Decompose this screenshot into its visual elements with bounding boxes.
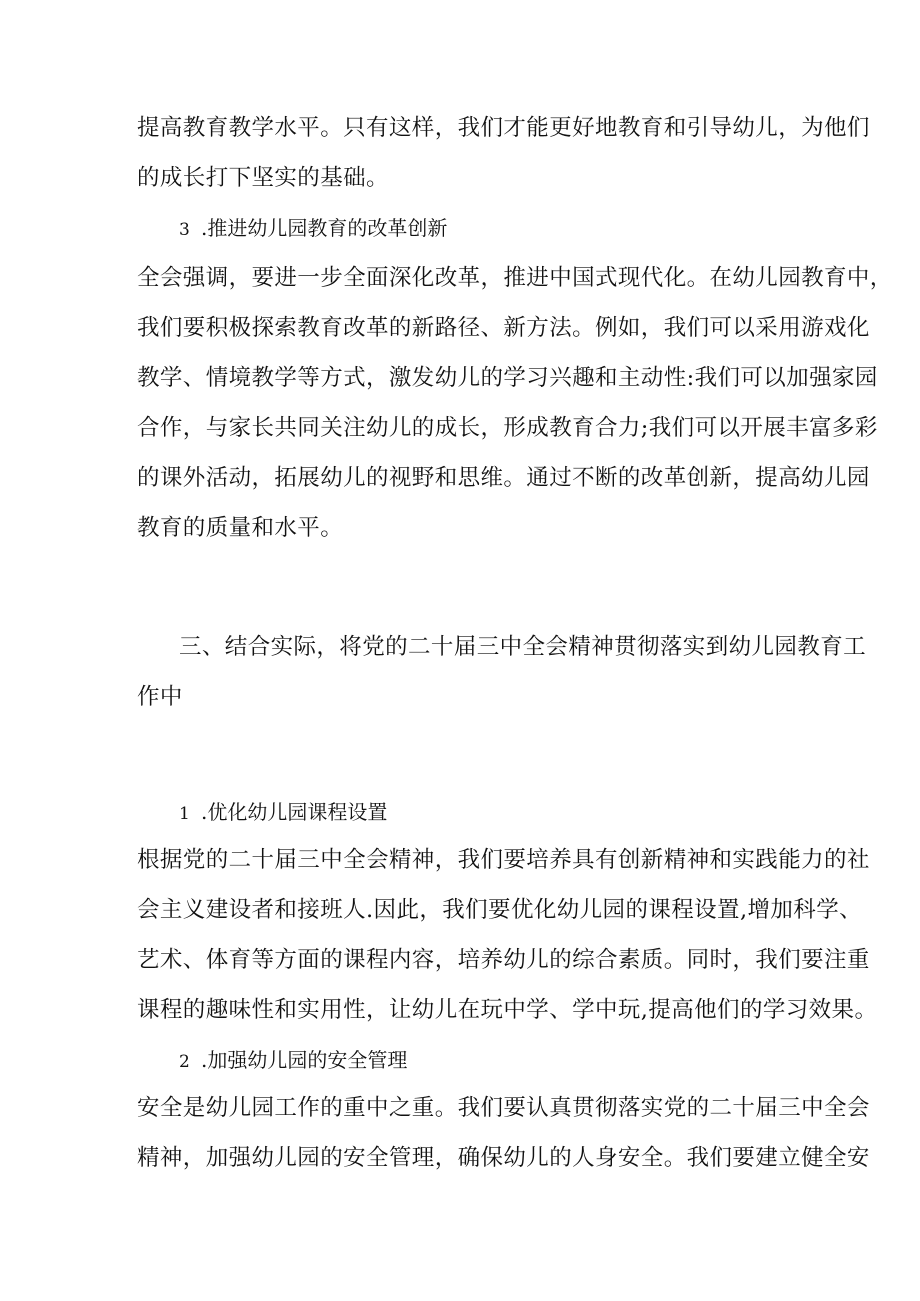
- subsection-title: .推进幼儿园教育的改革创新: [201, 216, 448, 240]
- paragraph-line: 的成长打下坚实的基础。: [137, 165, 389, 191]
- subsection-heading-3: [179, 213, 447, 245]
- subsection-number: 3: [179, 220, 190, 240]
- paragraph-line: 会主义建设者和接班人.因此，我们要优化幼儿园的课程设置,增加科学、: [137, 897, 863, 923]
- subsection-title: .加强幼儿园的安全管理: [201, 1048, 408, 1072]
- paragraph-line: 根据党的二十届三中全会精神，我们要培养具有创新精神和实践能力的社: [137, 847, 870, 873]
- subsection-title: .优化幼儿园课程设置: [201, 800, 388, 824]
- paragraph-line: 课程的趣味性和实用性，让幼儿在玩中学、学中玩,提高他们的学习效果。: [137, 997, 878, 1023]
- paragraph-line: 教育的质量和水平。: [137, 515, 344, 541]
- section-heading-line: 作中: [137, 684, 183, 710]
- paragraph-line: 安全是幼儿园工作的重中之重。我们要认真贯彻落实党的二十届三中全会: [137, 1095, 870, 1121]
- section-heading-line: 三、结合实际，将党的二十届三中全会精神贯彻落实到幼儿园教育工: [179, 634, 867, 660]
- paragraph-line: 合作，与家长共同关注幼儿的成长，形成教育合力;我们可以开展丰富多彩: [137, 415, 878, 441]
- paragraph-line: 全会强调，要进一步全面深化改革，推进中国式现代化。在幼儿园教育中，: [137, 265, 893, 291]
- subsection-heading-1: [179, 797, 387, 829]
- paragraph-line: 我们要积极探索教育改革的新路径、新方法。例如，我们可以采用游戏化: [137, 315, 870, 341]
- paragraph-line: 艺术、体育等方面的课程内容，培养幼儿的综合素质。同时，我们要注重: [137, 947, 870, 973]
- subsection-number: 2: [179, 1052, 190, 1072]
- paragraph-line: 精神，加强幼儿园的安全管理，确保幼儿的人身安全。我们要建立健全安: [137, 1145, 870, 1171]
- paragraph-line: 的课外活动，拓展幼儿的视野和思维。通过不断的改革创新，提高幼儿园: [137, 465, 870, 491]
- subsection-number: 1: [179, 804, 190, 824]
- paragraph-line: 提高教育教学水平。只有这样，我们才能更好地教育和引导幼儿，为他们: [137, 115, 870, 141]
- paragraph-line: 教学、情境教学等方式，激发幼儿的学习兴趣和主动性:我们可以加强家园: [137, 365, 878, 391]
- subsection-heading-2: [179, 1045, 407, 1077]
